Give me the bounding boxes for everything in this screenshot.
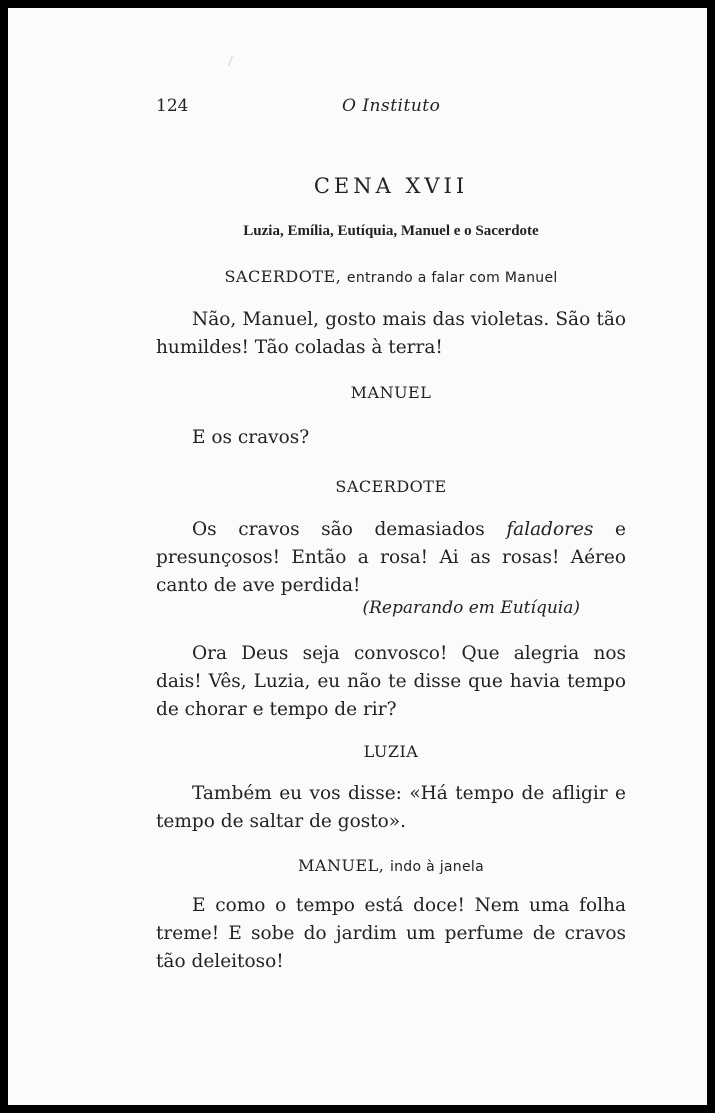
journal-title: O Instituto xyxy=(342,96,441,116)
speaker-heading xyxy=(156,267,626,286)
speaker-name: MANUEL, xyxy=(298,856,385,875)
speech-italic: faladores xyxy=(506,519,594,540)
speaker-heading: LUZIA xyxy=(363,742,419,761)
speech-paragraph: E como o tempo está doce! Nem uma folha treme! E sobe do jardim um perfume de cravos tão deleitoso! xyxy=(156,895,626,972)
scene-characters: Luzia, Emília, Eutíquia, Manuel e o Sacerdote xyxy=(243,223,539,239)
speech-paragraph: Ora Deus seja convosco! Que alegria nos dais! Vês, Luzia, eu não te disse que havia tempo de chorar e tempo de rir? xyxy=(156,643,626,720)
scene-title: CENA XVII xyxy=(313,174,469,198)
page-mark xyxy=(228,56,238,66)
speaker-heading: SACERDOTE xyxy=(335,477,447,496)
speech-paragraph: Não, Manuel, gosto mais das violetas. São tão humildes! Tão coladas à terra! xyxy=(156,309,626,358)
speaker-heading xyxy=(156,856,626,875)
page-number: 124 xyxy=(156,96,189,116)
speech-text: Os cravos são demasiados xyxy=(192,519,507,540)
speaker-direction: indo à janela xyxy=(389,859,484,875)
speaker-heading: MANUEL xyxy=(350,383,432,402)
stage-direction: (Reparando em Eutíquia) xyxy=(362,598,580,618)
speech-paragraph: E os cravos? xyxy=(192,427,310,448)
speech-paragraph xyxy=(156,516,626,600)
book-page xyxy=(8,8,707,1105)
speaker-name: SACERDOTE, xyxy=(224,267,342,286)
speech-paragraph: Também eu vos disse: «Há tempo de afligir e tempo de saltar de gosto». xyxy=(156,783,626,832)
speaker-direction: entrando a falar com Manuel xyxy=(346,270,558,286)
speech-text: e presunçosos! Então a rosa! Ai as rosas! Aéreo canto de ave perdida! xyxy=(156,519,626,596)
